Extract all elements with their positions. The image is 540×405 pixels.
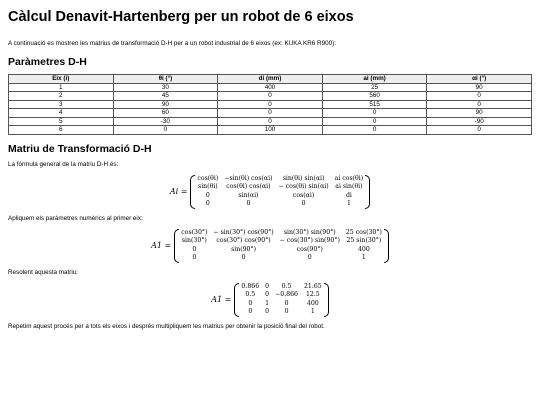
matrix-cell: 0 [192,254,197,261]
table-header-row [9,75,532,84]
matrix-cell: 25 sin(30°) [346,237,382,244]
matrix-row [194,192,366,201]
table-cell: 90 [427,83,532,92]
matrix-cell: 21.65 [303,282,322,290]
matrix-cell: sin(αi) [238,191,259,199]
table-cell: 0 [218,100,323,109]
params-heading: Paràmetres D-H [8,56,87,68]
table-cell: 4 [9,109,114,118]
matrix-cell: 0 [284,308,289,315]
matrix-cell: − sin(30°) cos(90°) [213,228,274,236]
matrix-row [194,175,366,184]
table-cell: 0 [322,126,427,135]
general-formula-text: La fórmula general de la matriu D-H és: [8,160,119,168]
table-cell: 0 [322,109,427,118]
matrix-cell: 0 [284,299,289,307]
matrix-cell: cos(30°) cos(90°) [216,237,271,244]
table-cell: 90 [427,109,532,118]
table-cell: 0 [427,92,532,101]
matrix-row [178,254,385,263]
result-matrix-lhs: A1 = [211,295,232,304]
general-matrix-block [8,175,532,209]
table-cell: 60 [113,109,218,118]
matrix-cell: 0.866 [241,282,260,290]
table-row [9,100,532,109]
intro-paragraph: A continuació es mostren les matrius de transformació D-H per a un robot industrial de 6 eixos (ex: KUKA KR6 R900): [8,40,336,47]
table-header-cell: αi (°) [427,75,532,84]
table-cell: 2 [9,92,114,101]
matrix-cell: cos(θi) [197,174,219,182]
applied-matrix-lhs: A1 = [151,241,172,250]
matrix-cell: − cos(30°) sin(90°) [279,237,340,244]
matrix-cell: 0 [241,254,246,261]
table-cell: 1 [9,83,114,92]
matrix-cell: 0 [248,308,253,315]
matrix-row [194,183,366,192]
matrix-row [178,237,385,246]
matrix-cell: 400 [306,299,319,307]
general-matrix-lhs: Ai = [169,187,188,196]
matrix-cell: 0 [192,245,197,253]
matrix-cell: −0.866 [275,291,298,298]
table-cell: -30 [113,117,218,126]
table-cell: 0 [218,92,323,101]
table-cell: 0 [322,117,427,126]
table-cell: 0 [113,126,218,135]
matrix-cell: 1 [265,299,270,307]
matrix-cell: 0 [265,308,270,315]
matrix-cell: cos(90°) [296,245,323,253]
matrix-cell: cos(αi) [292,191,315,199]
table-cell: 0 [427,100,532,109]
matrix-cell: sin(30°) [181,237,207,244]
matrix-cell: sin(θi) [198,183,218,190]
table-cell: 515 [322,100,427,109]
matrix-cell: sin(θi) sin(αi) [282,174,325,182]
matrix-cell: ai cos(θi) [334,174,364,182]
table-header-cell: di (mm) [218,75,323,84]
matrix-cell: − cos(θi) sin(αi) [278,183,329,190]
matrix-row [238,300,324,309]
table-cell: 6 [9,126,114,135]
footer-paragraph: Repetim aquest procés per a tots els eixos i després multipliquem les matrius per obtenir la posició final del robot. [8,322,325,330]
matrix-heading: Matriu de Transformació D-H [8,142,152,155]
table-cell: -90 [427,117,532,126]
table-cell: 5 [9,117,114,126]
matrix-cell: 0 [265,291,270,298]
matrix-cell: 0 [205,200,210,207]
table-header-cell: θi (°) [113,75,218,84]
matrix-cell: 400 [357,245,370,253]
table-row [9,126,532,135]
matrix-cell: sin(90°) [231,245,256,253]
general-matrix [194,175,366,209]
table-cell: 30 [113,83,218,92]
matrix-cell: 1 [346,200,351,207]
matrix-cell: ai sin(θi) [335,183,363,190]
matrix-cell: 0 [248,299,253,307]
matrix-cell: cos(θi) cos(αi) [226,183,271,190]
table-row [9,92,532,101]
table-row [9,109,532,118]
table-cell: 560 [322,92,427,101]
matrix-cell: 1 [361,254,366,261]
matrix-cell: cos(30°) [181,228,208,236]
table-cell: 45 [113,92,218,101]
matrix-row [238,291,324,300]
matrix-cell: −sin(θi) cos(αi) [224,174,273,182]
matrix-cell: 0 [205,191,210,199]
matrix-cell: sin(30°) sin(90°) [283,228,336,236]
table-header-cell: Eix (i) [9,75,114,84]
applied-matrix [178,229,385,263]
matrix-row [178,229,385,238]
result-matrix [238,283,324,317]
table-row [9,117,532,126]
matrix-cell: 1 [310,308,315,315]
matrix-row [178,246,385,255]
matrix-cell: 0 [307,254,312,261]
matrix-cell: 0 [246,200,251,207]
apply-text: Apliquem els paràmetres numèrics al primer eix: [8,214,143,222]
dh-parameters-table [8,74,532,135]
matrix-cell: 0.5 [245,291,256,298]
matrix-row [194,200,366,209]
table-cell: 25 [322,83,427,92]
matrix-cell: 25 cos(30°) [345,228,382,236]
matrix-row [238,283,324,292]
table-cell: 0 [218,109,323,118]
table-cell: 0 [427,126,532,135]
solve-text: Resolent aquesta matriu: [8,268,79,276]
table-cell: 0 [218,117,323,126]
matrix-cell: 12.5 [305,291,320,298]
matrix-cell: 0 [301,200,306,207]
matrix-cell: di [345,191,352,199]
page-title: Càlcul Denavit-Hartenberg per un robot de 6 eixos [8,9,354,25]
matrix-row [238,308,324,317]
table-cell: 3 [9,100,114,109]
result-matrix-block [8,283,532,317]
table-cell: 100 [218,126,323,135]
matrix-cell: 0 [265,282,270,290]
applied-matrix-block [8,229,532,263]
table-cell: 90 [113,100,218,109]
table-row [9,83,532,92]
matrix-cell: 0.5 [281,282,292,290]
table-header-cell: ai (mm) [322,75,427,84]
table-cell: 400 [218,83,323,92]
